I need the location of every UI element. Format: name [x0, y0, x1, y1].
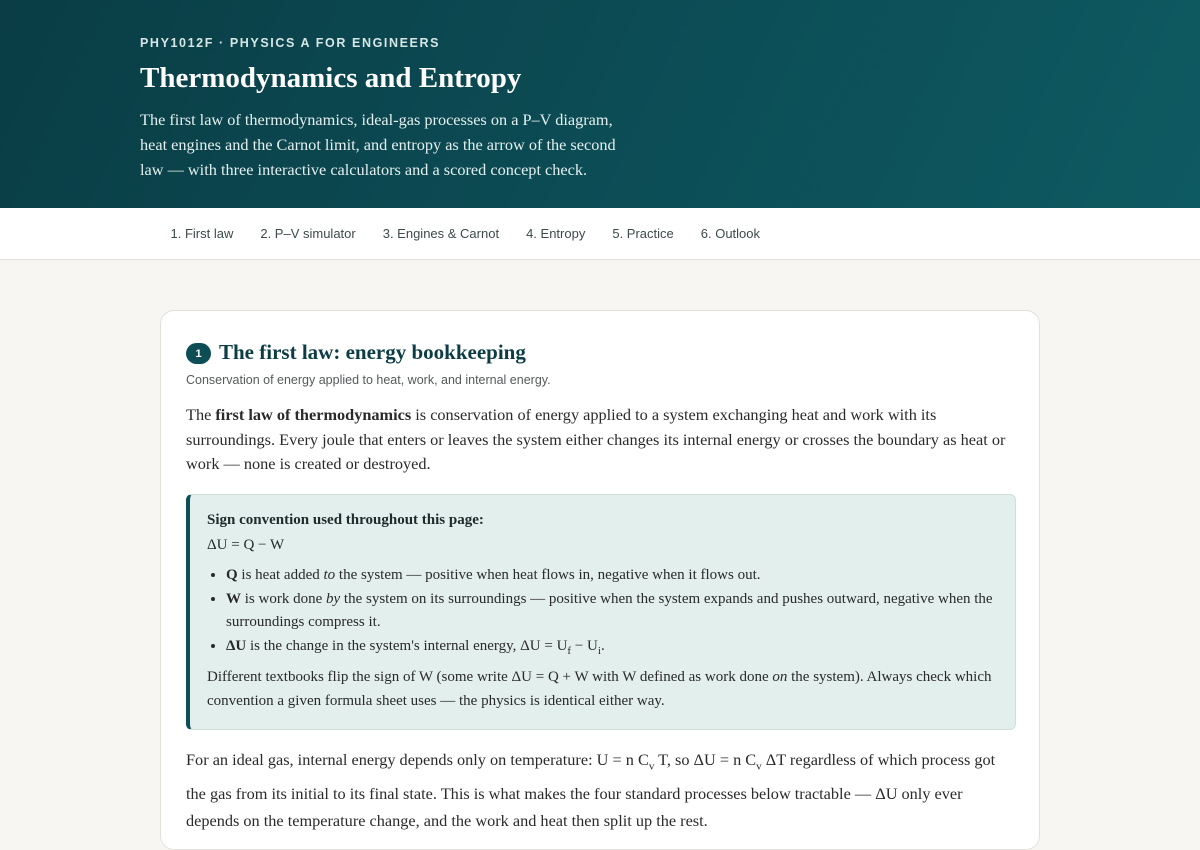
item-text: is work done: [241, 590, 326, 607]
section-nav: [0, 208, 1200, 260]
item-text: the system — positive when heat flows in, negative when it flows out.: [335, 566, 761, 583]
body-text: T, so ΔU = n C: [654, 749, 757, 769]
term-delta-u: ΔU: [226, 637, 247, 654]
term-w: W: [226, 590, 241, 607]
intro-bold-term: first law of thermodynamics: [215, 405, 412, 424]
convention-list: [207, 564, 995, 663]
section-subtitle: Conservation of energy applied to heat, work, and internal energy.: [186, 373, 551, 387]
nav-list: [157, 208, 774, 260]
subscript-v: v: [756, 759, 762, 772]
note-text: the system). Always check which convention a given formula sheet uses — the physics is identical either way.: [207, 668, 992, 709]
item-text: is the change in the system's internal energy, ΔU = U: [246, 637, 568, 654]
item-text: − U: [571, 637, 598, 654]
nav-link-pv-simulator[interactable]: 2. P–V simulator: [260, 226, 356, 241]
note-emphasis: on: [772, 668, 788, 685]
nav-link-first-law[interactable]: 1. First law: [170, 226, 234, 241]
nav-link-entropy[interactable]: 4. Entropy: [526, 226, 586, 241]
page-header: [0, 0, 1200, 208]
item-text: is heat added: [237, 566, 324, 583]
convention-note: [207, 665, 995, 713]
section-heading: [186, 339, 1016, 365]
list-item: [226, 635, 995, 663]
course-code: PHY1012F · PHYSICS A FOR ENGINEERS: [140, 36, 441, 50]
ideal-gas-paragraph: [186, 746, 1016, 834]
section-content: [186, 339, 1016, 834]
section-title: The first law: energy bookkeeping: [219, 339, 526, 364]
intro-paragraph: [186, 403, 1016, 477]
first-law-equation: ΔU = Q − W: [207, 536, 285, 553]
sign-convention-callout: [186, 494, 1016, 730]
body-text: ΔT regardless of which process got the gas from its initial to its final state. This is what makes the four standard processes below tractable — ΔU only ever depends on the temperature change, and the work and heat then split up the rest.: [186, 749, 996, 830]
subscript-v: v: [648, 759, 655, 772]
intro-lead: The: [186, 405, 216, 424]
page-description: The first law of thermodynamics, ideal-gas processes on a P–V diagram, heat engines and the Carnot limit, and entropy as the arrow of the second law — with three interactive calculators and a scored concept check.: [140, 110, 616, 179]
intro-rest: is conservation of energy applied to a system exchanging heat and work with its surroundings. Every joule that enters or leaves the system either changes its internal energy or crosses the boundary as heat or work — none is created or destroyed.: [186, 405, 1006, 473]
callout-title: Sign convention used throughout this page:: [207, 511, 484, 528]
section-number-badge: 1: [186, 343, 211, 364]
nav-link-outlook[interactable]: 6. Outlook: [700, 226, 761, 241]
note-text: Different textbooks flip the sign of W (some write ΔU = Q + W with W defined as work done: [207, 668, 773, 685]
subscript-f: f: [567, 644, 572, 657]
term-q: Q: [226, 566, 238, 583]
list-item: [226, 564, 995, 587]
page-title: Thermodynamics and Entropy: [140, 62, 522, 94]
item-text: the system on its surroundings — positive when the system expands and pushes outward, negative when the surroundings compress it.: [226, 590, 993, 630]
section-card-first-law: [160, 310, 1040, 850]
item-text: .: [600, 637, 605, 654]
list-item: [226, 588, 995, 634]
item-emphasis: by: [326, 590, 341, 607]
header-content: [140, 36, 660, 182]
subscript-i: i: [597, 644, 601, 657]
body-text: For an ideal gas, internal energy depends only on temperature: U = n C: [186, 749, 649, 769]
nav-link-engines-carnot[interactable]: 3. Engines & Carnot: [382, 226, 500, 241]
item-emphasis: to: [323, 566, 336, 583]
nav-link-practice[interactable]: 5. Practice: [612, 226, 674, 241]
